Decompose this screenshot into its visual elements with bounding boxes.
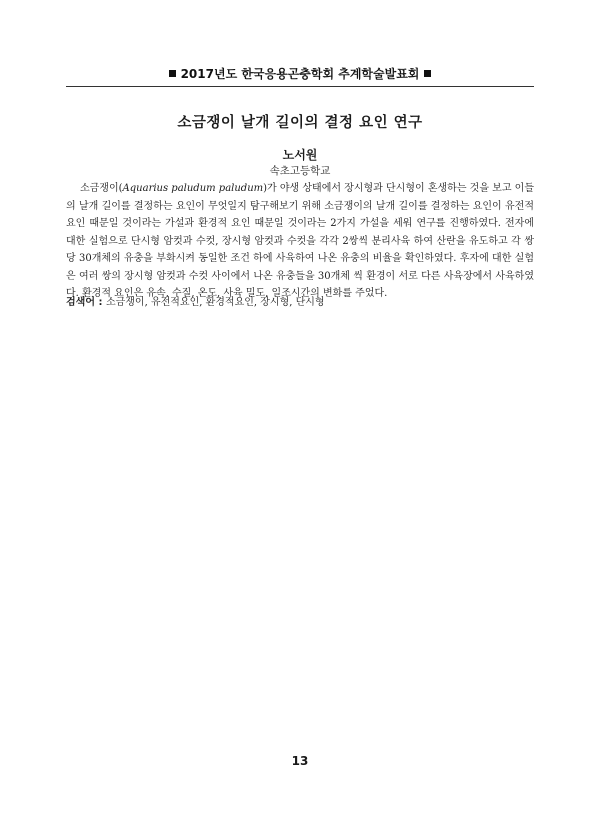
page-header <box>66 64 534 87</box>
abstract <box>66 180 534 303</box>
page-number: 13 <box>291 754 309 768</box>
keywords-label: 검색어 : <box>66 297 106 308</box>
abstract-lead: 소금쟁이( <box>80 183 123 194</box>
keywords <box>66 294 534 312</box>
author-affiliation: 속초고등학교 <box>269 165 331 177</box>
author-name: 노서원 <box>282 148 318 162</box>
abstract-body: )가 야생 상태에서 장시형과 단시형이 혼생하는 것을 보고 이들의 날개 길이를 결정하는 요인이 무엇일지 탐구해보기 위해 소금쟁이의 날개 길이를 결정하는 요인이 유전적 요인 때문일 것이라는 가설과 환경적 요인 때문일 것이라는 2가지 가설을 세워 연구를 진행하였다. 전자에 대한 실험으로 단시형 암컷과 수컷, 장시형 암컷과 수컷을 각각 2쌍씩 분리사육 하여 산란을 유도하고 각 쌍당 30개체의 유충을 부화시켜 동일한 조건 하에 사육하여 나온 유충의 비율을 확인하였다. 후자에 대한 실험은 여러 쌍의 장시형 암컷과 수컷 사이에서 나온 유충들을 30개체 씩 환경이 서로 다른 사육장에서 사육하였다. 환경적 요인은 유속, 수질, 온도, 사육 밀도, 일조시간의 변화를 주었다. <box>66 183 534 299</box>
species-name: Aquarius paludum paludum <box>122 183 264 194</box>
conference-name: 2017년도 한국응용곤충학회 추계학술발표회 <box>180 67 420 81</box>
square-bullet-icon <box>424 70 431 77</box>
paper-title: 소금쟁이 날개 길이의 결정 요인 연구 <box>177 114 423 131</box>
keywords-value: 소금쟁이, 유전적요인, 환경적요인, 장시형, 단시형 <box>105 297 325 308</box>
square-bullet-icon <box>169 70 176 77</box>
